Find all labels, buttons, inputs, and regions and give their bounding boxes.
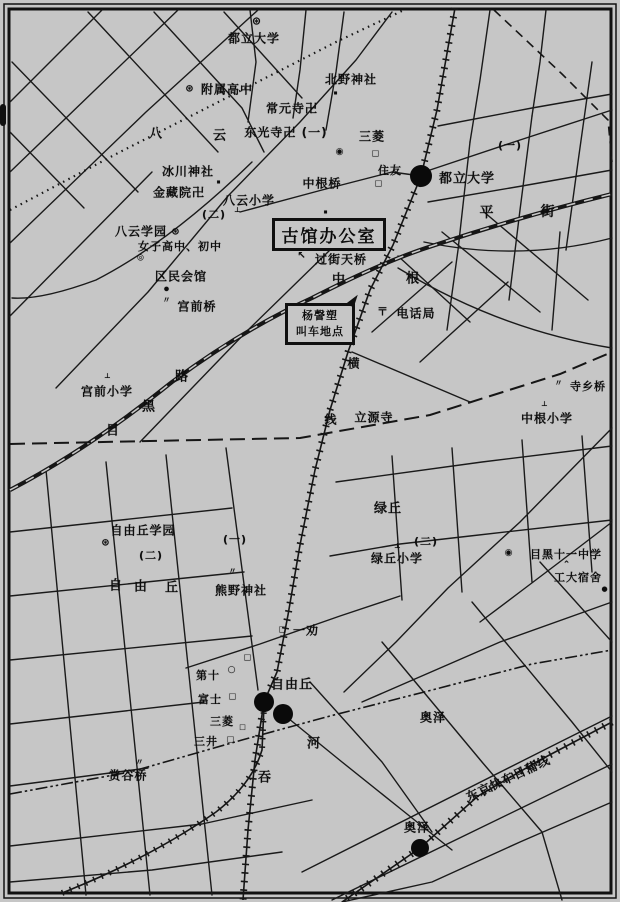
map-label-jiyugaoka-gakuen-circle: ⊛ bbox=[101, 537, 111, 549]
map-label-nakane-char-naka: 中 bbox=[331, 272, 347, 288]
map-label-fuzoku-symbol: ⊛ bbox=[185, 83, 195, 95]
station-dot-jiyugaoka-a bbox=[254, 692, 274, 712]
map-label-midorigaoka-shogaku: 绿丘小学 bbox=[370, 551, 424, 566]
map-label-nakane-bashi: 中根桥 bbox=[302, 176, 342, 191]
map-label-kumano-jinja: 熊野神社 bbox=[214, 583, 268, 598]
map-label-hiramachi-ichi: (一) bbox=[497, 139, 523, 152]
map-label-tokoji: 东光寺卍 (一) bbox=[244, 125, 328, 140]
map-label-dianhuaju: 电话局 bbox=[396, 306, 436, 321]
station-dot-okusawa bbox=[411, 839, 429, 857]
map-label-jiyu-char-zi: 自 bbox=[108, 578, 124, 594]
map-label-toyoko-line-sen: 线 bbox=[324, 412, 338, 427]
map-label-miyamae-bashi: 宫前桥 bbox=[177, 299, 217, 314]
map-label-machi-char: 街 bbox=[540, 204, 556, 220]
map-label-fuji-bank: 富士 bbox=[198, 693, 222, 706]
map-label-nakane-char-ne: 根 bbox=[405, 271, 421, 287]
map-label-kayadani-bashi: 赏谷桥 bbox=[108, 768, 148, 783]
map-label-mitsubishi-top-box: □ bbox=[371, 148, 381, 158]
map-label-sumitomo: 住友 bbox=[378, 164, 402, 177]
map-label-konzoin: 金藏院卍 bbox=[152, 185, 206, 200]
map-label-daiichi-kangyo-box: □ bbox=[278, 624, 288, 634]
map-label-mitsubishi-top: 三菱 bbox=[358, 129, 386, 144]
map-label-yakumo-char-ba: 八 bbox=[148, 126, 164, 142]
map-label-kitano-jinja: 北野神社 bbox=[324, 72, 378, 87]
map-label-toritsu-univ-symbol-top: ⊛ bbox=[251, 14, 263, 28]
map-label-daiju-bank: 第十 bbox=[196, 669, 220, 682]
map-label-jiyu-ni: (二) bbox=[138, 549, 164, 562]
map-label-kayadani-mark: 〃 bbox=[135, 757, 145, 767]
map-label-kumin-dot: ● bbox=[163, 285, 171, 293]
map-label-river-char-tun: 吞 bbox=[257, 770, 273, 786]
map-label-jiyugaoka-gakuen: 自由丘学园 bbox=[110, 523, 176, 538]
station-dot-jiyugaoka-b bbox=[273, 704, 293, 724]
map-label-midorigaoka: 绿丘 bbox=[373, 501, 403, 517]
map-label-telephone-symbol: 〒 bbox=[377, 305, 389, 318]
map-label-river-char-he: 河 bbox=[306, 736, 322, 752]
map-label-guojie-tianqiao: 过街天桥 bbox=[314, 252, 368, 267]
map-label-meguro-11-circle: ◉ bbox=[504, 548, 514, 558]
taxi-callout-line1: 杨謦塑 bbox=[302, 309, 338, 323]
map-label-gongda-mark: ⌃ bbox=[562, 560, 572, 570]
map-label-yakumo-gakuen-circle: ⊛ bbox=[171, 226, 181, 238]
map-label-toyoko-line-yoko: 横 bbox=[347, 356, 361, 371]
map-label-yakumo-ni: (二) bbox=[201, 208, 227, 221]
map-label-tianqiao-arrow: ↖ bbox=[297, 250, 307, 262]
map-label-ryugenji: 立源寺 bbox=[354, 410, 394, 425]
map-label-yakumo-char-yun: 云 bbox=[212, 128, 228, 144]
station-dot-toritsu-daigaku bbox=[410, 165, 432, 187]
taxi-callout-box bbox=[285, 303, 355, 345]
map-label-mitsui-box: □ bbox=[226, 734, 236, 744]
map-label-mitsubishi-south: 三菱 bbox=[210, 715, 234, 728]
map-label-mitsui: 三井 bbox=[194, 735, 218, 748]
map-label-nakane-shogaku-mark: ⊥ bbox=[541, 400, 549, 408]
map-label-toritsu-univ-top: 都立大学 bbox=[227, 31, 281, 46]
office-callout-text: 古馆办公室 bbox=[281, 227, 377, 247]
map-label-jiyu-char-qiu: 丘 bbox=[164, 580, 180, 596]
map-label-hikawa-flag: ▪ bbox=[216, 178, 222, 186]
map-label-toritsu-univ-station-label: 都立大学 bbox=[438, 171, 496, 187]
map-label-meguro-rd-lu: 路 bbox=[174, 369, 190, 385]
map-label-office-box-mark: ▪ bbox=[323, 208, 329, 216]
map-label-sumitomo-box: □ bbox=[374, 178, 384, 188]
map-label-yakumo-shogaku: 八云小学 bbox=[222, 193, 276, 208]
map-label-miyamae-shogaku: 宫前小学 bbox=[80, 384, 134, 399]
map-label-miyamae-shogaku-mark: ⊥ bbox=[104, 372, 112, 380]
map-label-hikawa-jinja: 冰川神社 bbox=[161, 164, 215, 179]
map-label-daiichi-kangyo: 一劝 bbox=[292, 623, 320, 638]
map-label-yakumo-gakuen: 八云学园 bbox=[114, 224, 168, 239]
map-label-gongda-sushe: 工大宿舍 bbox=[554, 571, 602, 584]
map-label-teragou-mark: 〃 bbox=[554, 378, 564, 388]
map-label-rail-small-box: □ bbox=[243, 652, 253, 662]
map-label-midorigaoka-shogaku-mark: ⊥ bbox=[394, 542, 402, 550]
map-label-mekama-line: 东京快车目蒲线 bbox=[464, 752, 553, 805]
map-label-joshi-gaozhong-chuzhong: 女子高中、初中 bbox=[138, 240, 222, 253]
map-label-kumano-mark: 〃 bbox=[228, 566, 238, 576]
map-label-okusawa-area: 奥泽 bbox=[419, 710, 447, 725]
map-label-nakane-shogaku: 中根小学 bbox=[520, 411, 574, 426]
map-label-jiyu-char-you: 由 bbox=[133, 579, 149, 595]
taxi-callout-line2: 叫车地点 bbox=[296, 325, 344, 338]
scan-artifact bbox=[0, 104, 6, 126]
map-label-daiju-circle: ○ bbox=[227, 665, 237, 675]
map-label-jiyu-ichi: (一) bbox=[222, 533, 248, 546]
map-label-gongda-dot: ● bbox=[601, 585, 609, 593]
map-label-miyamae-bashi-mark: 〃 bbox=[162, 295, 172, 305]
map-label-fuzoku-gaozhong: 附属高中 bbox=[200, 82, 254, 97]
map-label-meguro-rd-mu: 目 bbox=[105, 423, 121, 439]
map-label-yakumo-shogaku-mark: ⊥ bbox=[234, 206, 242, 214]
map-label-mitsubishi-south-box: □ bbox=[239, 723, 247, 731]
map-label-teragou-bashi: 寺乡桥 bbox=[570, 380, 606, 393]
map-label-taira-char: 平 bbox=[479, 205, 495, 221]
map-label-joganji: 常元寺卍 bbox=[265, 101, 319, 116]
map-label-meguro-rd-hei: 黑 bbox=[141, 399, 157, 415]
map-label-rail-circle-mark: ◉ bbox=[335, 147, 345, 157]
map-label-kumin-kaikan: 区民会馆 bbox=[154, 269, 208, 284]
map-label-okusawa-station-label: 奥泽 bbox=[403, 820, 431, 835]
map-label-meguro-11-zhongxue: 目黑十一中学 bbox=[530, 548, 602, 561]
map-label-kitano-mark: ▪ bbox=[333, 89, 339, 97]
map-label-midorigaoka-ni: (二) bbox=[413, 535, 439, 548]
map-label-fuji-box: □ bbox=[228, 691, 238, 701]
map-label-jiyugaoka-station-label: 自由丘 bbox=[270, 677, 314, 693]
map-label-joshi-circle: ◎ bbox=[137, 252, 145, 262]
office-callout-box bbox=[272, 218, 386, 251]
